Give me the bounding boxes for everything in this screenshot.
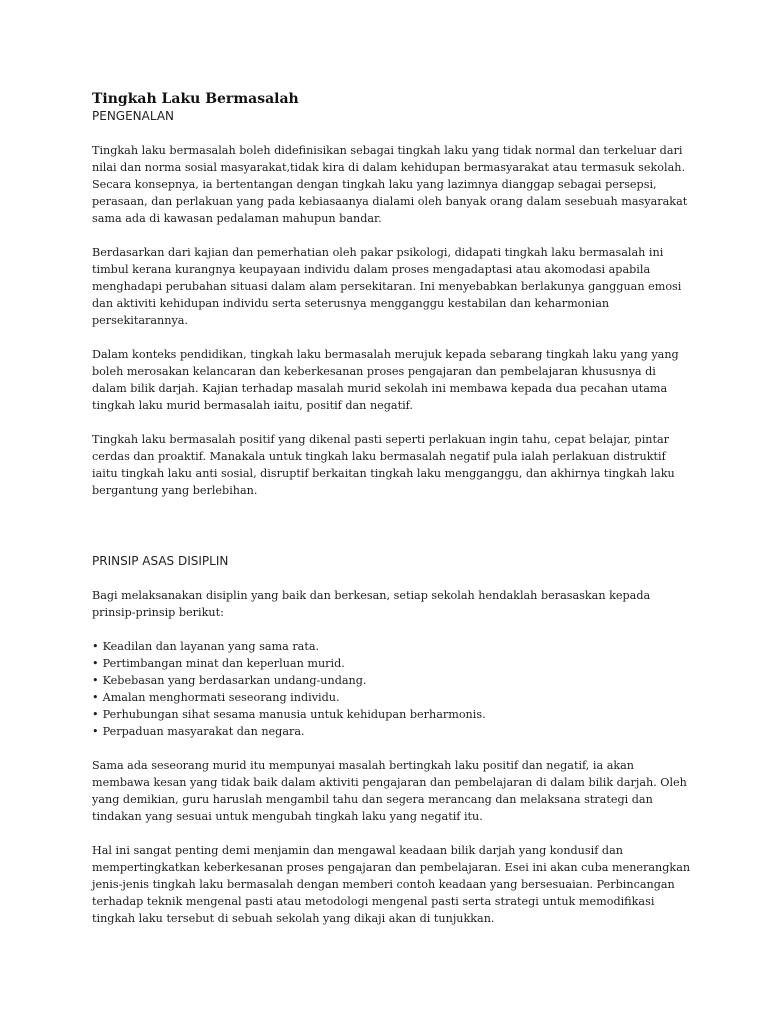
section-heading-prinsip: PRINSIP ASAS DISIPLIN [92,554,229,568]
document-page [92,91,692,927]
list-item: • Amalan menghormati seseorang individu. [92,689,692,706]
paragraph-essay-scope: Hal ini sangat penting demi menjamin dan mengawal keadaan bilik darjah yang kondusif dan mempertingkatkan keberkesanan proses pengajaran dan pembelajaran. Esei ini akan cuba menerangkan jenis-jenis tingkah laku bermasalah dengan memberi contoh keadaan yang bersesuaian. Perbincangan terhadap teknik mengenal pasti atau metodologi mengenal pasti serta strategi untuk memodifikasi tingkah laku tersebut di sebuah sekolah yang dikaji akan di tunjukkan. [92,844,691,925]
paragraph-teacher-action: Sama ada seseorang murid itu mempunyai masalah bertingkah laku positif dan negatif, ia akan membawa kesan yang tidak baik dalam aktiviti pengajaran dan pembelajaran di dalam bilik darjah. Oleh yang demikian, guru haruslah mengambil tahu dan segera merancang dan melaksana strategi dan tindakan yang sesuai untuk mengubah tingkah laku yang negatif itu. [92,759,687,823]
paragraph-principles-intro: Bagi melaksanakan disiplin yang baik dan berkesan, setiap sekolah hendaklah berasaskan kepada prinsip-prinsip berikut: [92,589,651,619]
list-item: • Keadilan dan layanan yang sama rata. [92,638,692,655]
document-title: Tingkah Laku Bermasalah [92,91,299,107]
list-item: • Pertimbangan minat dan keperluan murid. [92,655,692,672]
section-heading-pengenalan: PENGENALAN [92,109,175,123]
principles-list [92,638,692,740]
paragraph-definition: Tingkah laku bermasalah boleh didefinisikan sebagai tingkah laku yang tidak normal dan terkeluar dari nilai dan norma sosial masyarakat,tidak kira di dalam kehidupan bermasyarakat atau termasuk sekolah. Secara konsepnya, ia bertentangan dengan tingkah laku yang lazimnya dianggap sebagai persepsi, perasaan, dan perlakuan yang pada kebiasaanya dialami oleh banyak orang dalam sesebuah masyarakat sama ada di kawasan pedalaman mahupun bandar. [92,144,688,225]
paragraph-causes: Berdasarkan dari kajian dan pemerhatian oleh pakar psikologi, didapati tingkah laku bermasalah ini timbul kerana kurangnya keupayaan individu dalam proses mengadaptasi atau akomodasi apabila menghadapi perubahan situasi dalam alam persekitaran. Ini menyebabkan berlakunya gangguan emosi dan aktiviti kehidupan individu serta seterusnya mengganggu kestabilan dan keharmonian persekitarannya. [92,246,682,327]
list-item: • Perhubungan sihat sesama manusia untuk kehidupan berharmonis. [92,706,692,723]
list-item: • Kebebasan yang berdasarkan undang-undang. [92,672,692,689]
list-item: • Perpaduan masyarakat dan negara. [92,723,692,740]
paragraph-positive-negative: Tingkah laku bermasalah positif yang dikenal pasti seperti perlakuan ingin tahu, cepat belajar, pintar cerdas dan proaktif. Manakala untuk tingkah laku bermasalah negatif pula ialah perlakuan distruktif iaitu tingkah laku anti sosial, disruptif berkaitan tingkah laku mengganggu, dan akhirnya tingkah laku bergantung yang berlebihan. [92,433,675,497]
paragraph-education-context: Dalam konteks pendidikan, tingkah laku bermasalah merujuk kepada sebarang tingkah laku yang yang boleh merosakan kelancaran dan keberkesanan proses pengajaran dan pembelajaran khususnya di dalam bilik darjah. Kajian terhadap masalah murid sekolah ini membawa kepada dua pecahan utama tingkah laku murid bermasalah iaitu, positif dan negatif. [92,348,679,412]
